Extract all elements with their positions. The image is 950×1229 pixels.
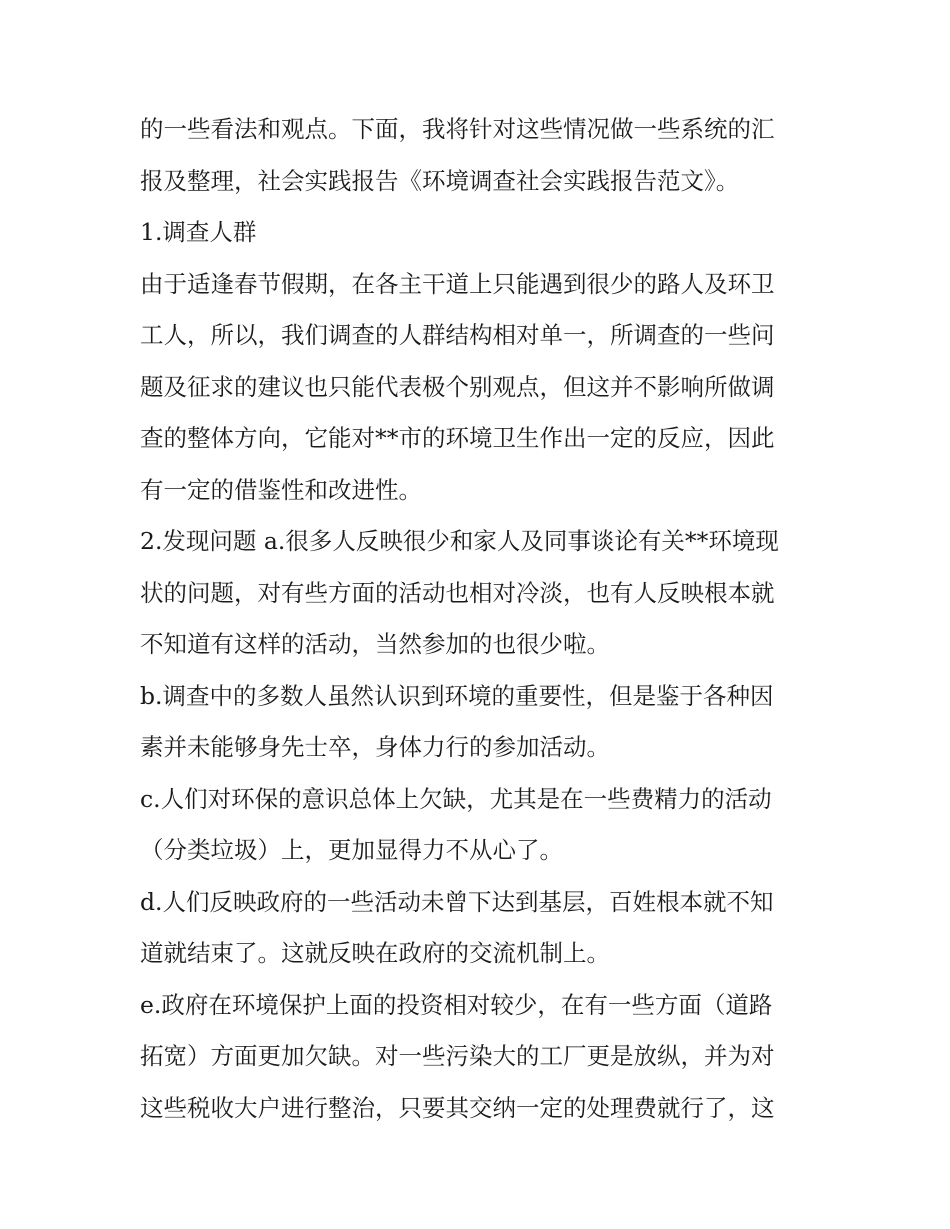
text-line: 素并未能够身先士卒，身体力行的参加活动。 bbox=[140, 733, 610, 761]
text-line: 报及整理，社会实践报告《环境调查社会实践报告范文》。 bbox=[140, 166, 740, 195]
text-line: c.人们对环保的意识总体上欠缺，尤其是在一些费精力的活动 bbox=[140, 784, 772, 813]
text-line: 的一些看法和观点。下面，我将针对这些情况做一些系统的汇 bbox=[140, 115, 775, 143]
text-line: 查的整体方向，它能对**市的环境卫生作出一定的反应，因此 bbox=[140, 424, 775, 452]
text-line: 由于适逢春节假期，在各主干道上只能遇到很少的路人及环卫 bbox=[140, 269, 775, 298]
text-line: 道就结束了。这就反映在政府的交流机制上。 bbox=[140, 939, 610, 967]
text-line: 题及征求的建议也只能代表极个别观点，但这并不影响所做调 bbox=[140, 372, 775, 401]
text-line: b.调查中的多数人虽然认识到环境的重要性，但是鉴于各种因 bbox=[140, 681, 774, 710]
text-line: 工人，所以，我们调查的人群结构相对单一，所调查的一些问 bbox=[140, 321, 775, 349]
text-line: （分类垃圾）上，更加显得力不从心了。 bbox=[140, 836, 563, 864]
report-body bbox=[140, 104, 820, 1134]
text-line: d.人们反映政府的一些活动未曾下达到基层，百姓根本就不知 bbox=[140, 887, 774, 916]
text-line: 这些税收大户进行整治，只要其交纳一定的处理费就行了，这 bbox=[140, 1093, 775, 1122]
text-line: 拓宽）方面更加欠缺。对一些污染大的工厂更是放纵，并为对 bbox=[140, 1042, 775, 1070]
text-line: 状的问题，对有些方面的活动也相对冷淡，也有人反映根本就 bbox=[140, 578, 775, 607]
text-line: 有一定的借鉴性和改进性。 bbox=[140, 475, 422, 504]
text-line: e.政府在环境保护上面的投资相对较少，在有一些方面（道路 bbox=[140, 990, 773, 1019]
text-line: 不知道有这样的活动，当然参加的也很少啦。 bbox=[140, 630, 610, 658]
section-heading: 1.调查人群 bbox=[140, 218, 257, 246]
section-heading: 2.发现问题 a.很多人反映很少和家人及同事谈论有关**环境现 bbox=[140, 527, 779, 555]
